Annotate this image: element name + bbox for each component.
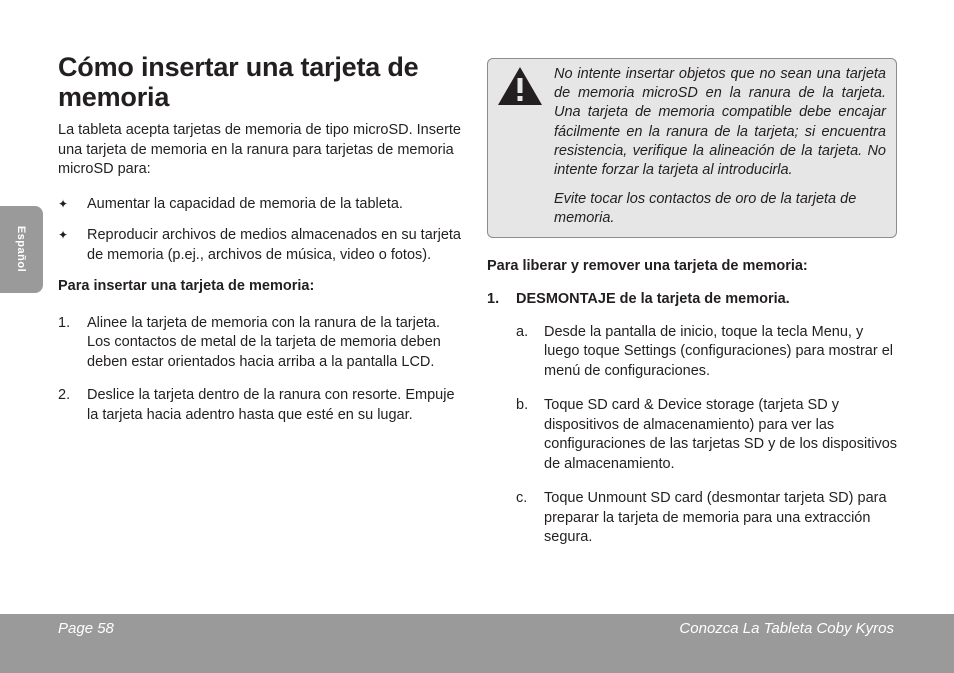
unmount-substeps-list <box>487 323 897 548</box>
insert-step <box>58 386 466 425</box>
left-column <box>58 52 466 439</box>
insert-subheading: Para insertar una tarjeta de memoria: <box>58 278 315 294</box>
footer-title: Conozca La Tableta Coby Kyros <box>679 620 894 637</box>
bullet-item <box>58 195 466 215</box>
page-footer <box>0 614 954 673</box>
insert-step <box>58 314 466 373</box>
unmount-step <box>487 290 897 310</box>
bullet-text: Aumentar la capacidad de memoria de la tableta. <box>87 195 403 212</box>
step-number: 2. <box>58 387 71 403</box>
substep-letter: c. <box>516 490 528 507</box>
step-number: 1. <box>487 291 500 308</box>
insert-steps-list <box>58 314 466 426</box>
language-side-tab <box>0 206 43 293</box>
substep-text: Desde la pantalla de inicio, toque la tecla Menu, y luego toque Settings (configuraciones) para mostrar el menú de configuraciones. <box>544 323 893 379</box>
bullet-text: Reproducir archivos de medios almacenados en su tarjeta de memoria (p.ej., archivos de música, video o fotos). <box>87 227 461 263</box>
substep-text: Toque SD card & Device storage (tarjeta SD y dispositivos de almacenamiento) para ver las configuraciones de las tarjetas SD y de los dispositivos de almacenamiento. <box>544 397 898 472</box>
page-title: Cómo insertar una tarjeta de memoria <box>58 52 419 112</box>
warning-triangle-icon <box>496 65 544 107</box>
purpose-bullet-list <box>58 195 466 266</box>
step-text: Alinee la tarjeta de memoria con la ranura de la tarjeta. Los contactos de metal de la tarjeta de memoria deben deben estar orientados hacia arriba a la pantalla LCD. <box>87 314 441 370</box>
warning-text: No intente insertar objetos que no sean una tarjeta de memoria microSD en la ranura de la tarjeta. Una tarjeta de memoria compatible debe encajar fácilmente en la ranura de la tarjeta; si encuentra resistencia, verifique la alineación de la tarjeta. No intente forzar la tarjeta al introducirla. <box>554 66 886 179</box>
remove-subheading: Para liberar y remover una tarjeta de memoria: <box>487 257 808 274</box>
four-point-star-icon: ✦ <box>58 228 69 242</box>
four-point-star-icon: ✦ <box>58 196 69 211</box>
right-column <box>487 58 897 563</box>
substep-letter: a. <box>516 323 529 340</box>
substep-letter: b. <box>516 397 529 414</box>
warning-callout <box>487 58 897 238</box>
bullet-item <box>58 226 466 265</box>
substep-item <box>487 323 897 382</box>
page-number: Page 58 <box>58 620 114 637</box>
intro-paragraph: La tableta acepta tarjetas de memoria de tipo microSD. Inserte una tarjeta de memoria en la ranura para tarjetas de memoria microSD para: <box>58 122 461 177</box>
language-tab-label: Español <box>15 225 27 273</box>
warning-note: Evite tocar los contactos de oro de la tarjeta de memoria. <box>554 191 857 227</box>
step-number: 1. <box>58 314 71 331</box>
step-text: Deslice la tarjeta dentro de la ranura con resorte. Empuje la tarjeta hacia adentro hasta que esté en su lugar. <box>87 387 455 423</box>
substep-item <box>487 396 897 474</box>
substep-item <box>487 489 897 548</box>
substep-text: Toque Unmount SD card (desmontar tarjeta SD) para preparar la tarjeta de memoria para una extracción segura. <box>544 490 887 546</box>
step-text: DESMONTAJE de la tarjeta de memoria. <box>516 291 790 308</box>
